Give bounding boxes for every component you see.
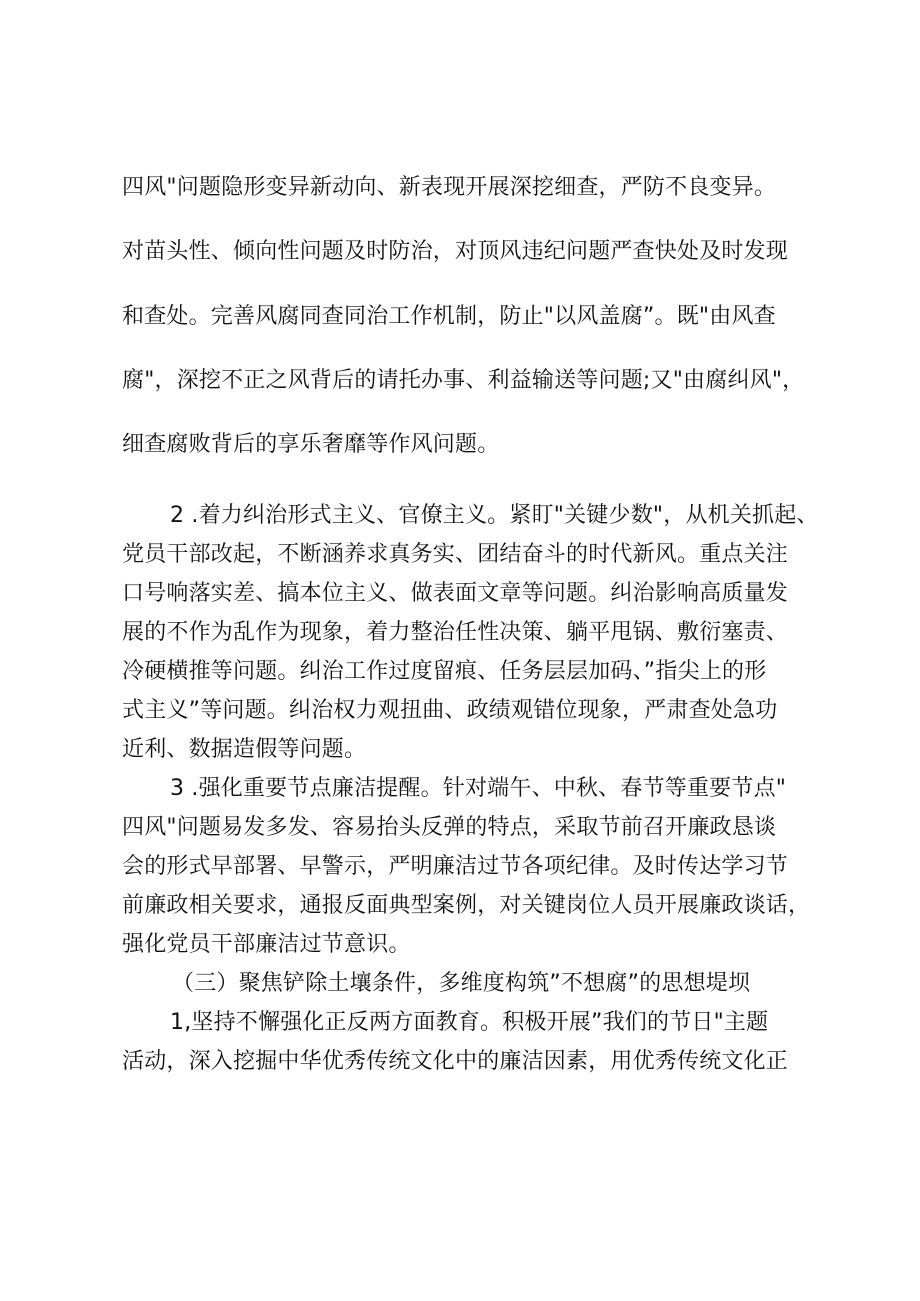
paragraph-line: 式主义”等问题。纠治权力观扭曲、政绩观错位现象，严肃查处急功 [122, 698, 778, 723]
paragraph-line: 会的形式早部署、早警示，严明廉洁过节各项纪律。及时传达学习节 [122, 854, 789, 879]
paragraph-line: 口号响落实差、搞本位主义、做表面文章等问题。纠治影响高质量发 [122, 581, 789, 606]
paragraph-line: 活动，深入挖掘中华优秀传统文化中的廉洁因素，用优秀传统文化正 [122, 1049, 789, 1074]
paragraph-line: 强化党员干部廉洁过节意识。 [122, 932, 411, 957]
paragraph-line: 四风"问题易发多发、容易抬头反弹的特点，采取节前召开廉政恳谈 [122, 815, 777, 840]
paragraph-line: 3 .强化重要节点廉洁提醒。针对端午、中秋、春节等重要节点" [170, 776, 787, 801]
paragraph-line: 冷硬横推等问题。纠治工作过度留痕、任务层层加码、”指尖上的形 [122, 659, 767, 684]
paragraph-line: 和查处。完善风腐同查同治工作机制，防止"以风盖腐”。既"由风查 [122, 304, 776, 329]
paragraph-line: 细查腐败背后的享乐奢靡等作风问题。 [122, 432, 500, 457]
section-heading: （三）聚焦铲除土壤条件，多维度构筑”不想腐”的思想堤坝 [172, 971, 751, 996]
paragraph-line: 前廉政相关要求，通报反面典型案例，对关键岗位人员开展廉政谈话， [122, 893, 811, 918]
paragraph-line: 2 .着力纠治形式主义、官僚主义。紧盯"关键少数"，从机关抓起、 [170, 503, 819, 528]
paragraph-line: 腐"，深挖不正之风背后的请托办事、利益输送等问题;又"由腐纠风"， [122, 368, 805, 393]
paragraph-line: 近利、数据造假等问题。 [122, 737, 367, 762]
paragraph-line: 对苗头性、倾向性问题及时防治，对顶风违纪问题严查快处及时发现 [122, 239, 789, 264]
paragraph-line: 党员干部改起，不断涵养求真务实、团结奋斗的时代新风。重点关注 [122, 542, 789, 567]
paragraph-line: 四风"问题隐形变异新动向、新表现开展深挖细查，严防不良变异。 [122, 175, 777, 200]
paragraph-line: 展的不作为乱作为现象，着力整治任性决策、躺平甩锅、敷衍塞责、 [122, 620, 789, 645]
paragraph-line: 1,坚持不懈强化正反两方面教育。积极开展”我们的节日"主题 [170, 1010, 769, 1035]
